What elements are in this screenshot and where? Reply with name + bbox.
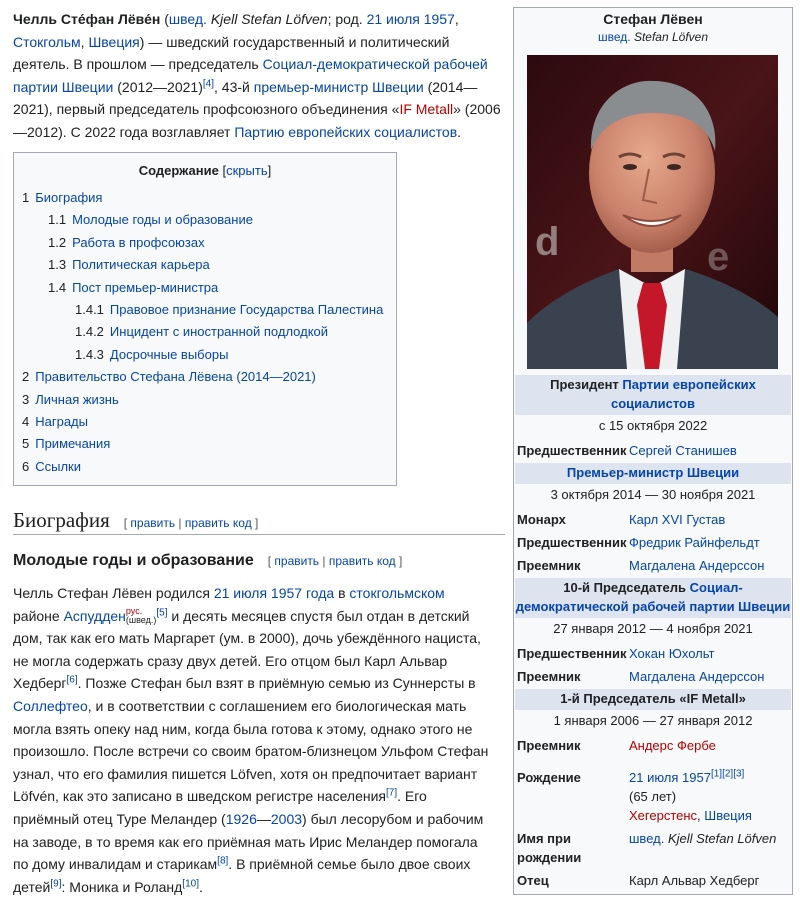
- toc-item[interactable]: [14, 366, 396, 388]
- toc-link[interactable]: Досрочные выборы: [109, 346, 229, 362]
- ref-link[interactable]: [4]: [202, 77, 214, 89]
- term-dates: 1 января 2006 — 27 января 2012: [553, 713, 753, 728]
- edit-link[interactable]: править: [274, 554, 320, 568]
- toc-number: 1.4.3: [75, 346, 104, 362]
- toc-item[interactable]: [14, 187, 396, 209]
- father-name: Карл Альвар Хедберг: [629, 873, 760, 888]
- toc-link[interactable]: Примечания: [35, 436, 111, 452]
- infobox-orig-name: швед. Stefan Löfven: [597, 30, 708, 44]
- ref-link[interactable]: [9]: [50, 878, 62, 890]
- toc-item[interactable]: [14, 411, 396, 433]
- ref-link[interactable]: [5]: [156, 606, 168, 618]
- edit-links: [ править | править код ]: [267, 554, 403, 568]
- toc-link[interactable]: Правительство Стефана Лёвена (2014—2021): [35, 369, 316, 385]
- city-link[interactable]: Стокгольм: [13, 33, 81, 50]
- successor-link[interactable]: Магдалена Андерссон: [629, 558, 765, 573]
- toc-item[interactable]: [14, 254, 396, 276]
- chair-header: 10-й Председатель Социал-демократической рабочей партии Швеции: [515, 578, 791, 618]
- toc-link[interactable]: Молодые годы и образование: [72, 212, 253, 228]
- toc-number: 1.1: [48, 212, 67, 228]
- lead-paragraph: Челль Сте́фан Лёве́н (швед. Kjell Stefan Löfven; род. 21 июля 1957, Стокгольм, Швеция) — шведский государственный и политический деятель. В прошлом — председатель Социал-демократической рабочей партии Швеции (2012—2021)[4], 43-й премьер-министр Швеции (2014—2021), первый председатель профсоюзного объединения «IF Metall» (2006—2012). С 2022 года возглавляет Партию европейских социалистов.: [13, 11, 501, 140]
- successor-link[interactable]: Магдалена Андерссон: [629, 669, 765, 684]
- table-of-contents: [13, 152, 397, 486]
- subsection-title: Молодые годы и образование: [13, 552, 254, 569]
- toc-number: 2: [22, 369, 30, 385]
- monarch-link[interactable]: Карл XVI Густав: [629, 512, 726, 527]
- backdrop-lettering: d: [535, 220, 560, 264]
- pes-link[interactable]: Партию европейских социалистов: [234, 123, 458, 140]
- toc-title: Содержание [скрыть]: [138, 163, 272, 178]
- toc-number: 4: [22, 413, 30, 429]
- party-link[interactable]: Социал-демократической рабочей партии Швеции: [515, 580, 791, 614]
- solleftea-link[interactable]: Соллефтео: [13, 697, 88, 714]
- predecessor-link[interactable]: Хокан Юхольт: [629, 646, 715, 661]
- birth-date-link[interactable]: 21 июля 1957: [629, 770, 711, 785]
- term-dates: 3 октября 2014 — 30 ноября 2021: [550, 487, 756, 502]
- birthplace-link[interactable]: Хегерстенс: [629, 808, 698, 823]
- toc-link[interactable]: Правовое признание Государства Палестина: [109, 301, 384, 317]
- subsection-heading-youth: [13, 552, 402, 570]
- stockholm-link[interactable]: стокгольмском: [349, 585, 445, 601]
- party-link[interactable]: Социал-демократической рабочей партии Швеции: [13, 56, 488, 95]
- toc-number: 6: [22, 458, 30, 474]
- lang-link[interactable]: швед.: [629, 831, 665, 846]
- pes-link[interactable]: Партии европейских социалистов: [611, 377, 756, 411]
- portrait-photo[interactable]: [527, 55, 778, 369]
- toc-item[interactable]: [14, 389, 396, 411]
- birth-date-link[interactable]: 21 июля 1957: [366, 11, 455, 27]
- infobox-title: Стефан Лёвен: [603, 11, 703, 27]
- pm-link[interactable]: Премьер-министр Швеции: [566, 465, 740, 480]
- if-metall-link[interactable]: IF Metall: [399, 101, 454, 117]
- edit-link[interactable]: править: [130, 516, 176, 530]
- lang-link[interactable]: швед.: [597, 30, 631, 44]
- ref-link[interactable]: [10]: [182, 878, 199, 890]
- toc-number: 1.2: [48, 234, 67, 250]
- toc-link[interactable]: Работа в профсоюзах: [72, 234, 205, 250]
- toc-number: 1: [22, 190, 30, 205]
- aspudden-link[interactable]: Аспудден: [63, 607, 126, 624]
- age: (65 лет): [629, 789, 677, 804]
- toc-item[interactable]: [14, 232, 396, 254]
- toc-number: 1.3: [48, 257, 67, 273]
- toc-number: 5: [22, 436, 30, 452]
- year-link[interactable]: 1926: [225, 810, 257, 827]
- toc-item[interactable]: [14, 299, 396, 321]
- toc-item[interactable]: [14, 456, 396, 478]
- toc-link[interactable]: Ссылки: [35, 458, 82, 474]
- ref-link[interactable]: [1][2][3]: [710, 768, 745, 780]
- country-link[interactable]: Швеция: [704, 808, 752, 823]
- country-link[interactable]: Швеция: [88, 33, 140, 50]
- term-dates: с 15 октября 2022: [598, 418, 708, 433]
- section-heading-biography: [13, 508, 505, 535]
- year-link[interactable]: 2003: [270, 810, 303, 827]
- toc-number: 1.4: [48, 279, 67, 295]
- predecessor-link[interactable]: Сергей Станишев: [629, 443, 737, 458]
- infobox: Стефан Лёвен швед. Stefan Löfven d e Президент Партии европейских социалистов с 15 октября 2022 Предшественник Сергей Станишев Премьер-министр Швеции 3 октября 2014 — 30 ноября 2021 Монарх Карл XVI Густав Предшественник Фредрик Райнфельдт Преемник Магдалена Андерссон 10-й Председатель Социал-демократической рабочей партии Швеции 27 января 2012 — 4 ноября 2021 Предшественник Хокан Юхольт Преемник Магдалена Андерссон 1-й Председатель «IF Metall» 1 января 2006 — 27 января 2012 Преемник Андерс Фербе Рождение 21 июля 1957[1][2][3] (65 лет) Хегерстенс, Швеция Имя при рождении швед. Kjell Stefan Löfven Отец Карл Альвар Хедберг: [513, 7, 793, 895]
- ref-link[interactable]: [6]: [66, 674, 78, 686]
- edit-code-link[interactable]: править код: [184, 516, 252, 530]
- birth-date-link[interactable]: 21 июля 1957 года: [213, 585, 335, 601]
- ref-link[interactable]: [8]: [217, 855, 229, 867]
- toc-number: 1.4.1: [75, 301, 104, 317]
- toc-hide-link[interactable]: скрыть: [226, 163, 268, 178]
- term-dates: 27 января 2012 — 4 ноября 2021: [553, 621, 753, 636]
- ref-link[interactable]: [7]: [385, 787, 398, 799]
- toc-item[interactable]: [14, 277, 396, 299]
- edit-links: [ править | править код ]: [123, 516, 259, 530]
- toc-item[interactable]: [14, 209, 396, 231]
- toc-number: 1.4.2: [75, 324, 104, 340]
- biography-paragraph: Челль Стефан Лёвен родился 21 июля 1957 года в стокгольмском районе Аспудденрус. (швед.)[5] и десять месяцев спустя был отдан в детский дом, так как его мать Маргарет (ум. в 2000), дочь убеждённого нациста, не могла содержать сразу двух детей. Его отцом был Карл Альвар Хедберг[6]. Позже Стефан был взят в приёмную семью из Суннерсты в Соллефтео, и в соответствии с соглашением его биологическая мать могла взять опеку над ним, когда была готова к этому, однако этого не произошло. После встречи со своим братом-близнецом Ульфом Стефан узнал, что его фамилия пишется Löfven, хотя он предпочитает вариант Löfvén, как это записано в шведском регистре населения[7]. Его приёмный отец Туре Меландер (1926—2003) был лесорубом и рабочим на заводе, в то время как его приёмная мать Ирис Меландер помогала по дому инвалидам и старикам[8]. В приёмной семье было двое своих детей[9]: Моника и Роланд[10].: [13, 585, 489, 895]
- toc-link[interactable]: Награды: [35, 413, 88, 429]
- predecessor-link[interactable]: Фредрик Райнфельдт: [629, 535, 760, 550]
- successor-link[interactable]: Андерс Фербе: [629, 738, 716, 753]
- toc-number: 3: [22, 391, 30, 407]
- if-metall-header: 1-й Председатель «IF Metall»: [515, 689, 791, 710]
- toc-list: [14, 187, 396, 478]
- toc-link[interactable]: Инцидент с иностранной подлодкой: [109, 324, 329, 340]
- subject-name: Челль Сте́фан Лёве́н: [13, 11, 161, 27]
- pm-header: [515, 463, 791, 484]
- backdrop-lettering: e: [707, 235, 730, 279]
- article-lead: [13, 8, 505, 143]
- toc-item[interactable]: [14, 433, 396, 455]
- toc-link[interactable]: Биография: [35, 190, 103, 205]
- pm-link[interactable]: премьер-министр Швеции: [253, 78, 424, 95]
- party-president-header: Президент Партии европейских социалистов: [515, 375, 791, 415]
- lang-note: рус. (швед.): [125, 605, 157, 625]
- toc-link[interactable]: Личная жизнь: [35, 391, 119, 407]
- edit-code-link[interactable]: править код: [328, 554, 396, 568]
- toc-link[interactable]: Пост премьер-министра: [72, 279, 219, 295]
- section-title: Биография: [13, 508, 110, 532]
- lang-link[interactable]: швед.: [168, 11, 207, 27]
- toc-item[interactable]: [14, 321, 396, 343]
- toc-item[interactable]: [14, 344, 396, 366]
- toc-link[interactable]: Политическая карьера: [72, 257, 210, 273]
